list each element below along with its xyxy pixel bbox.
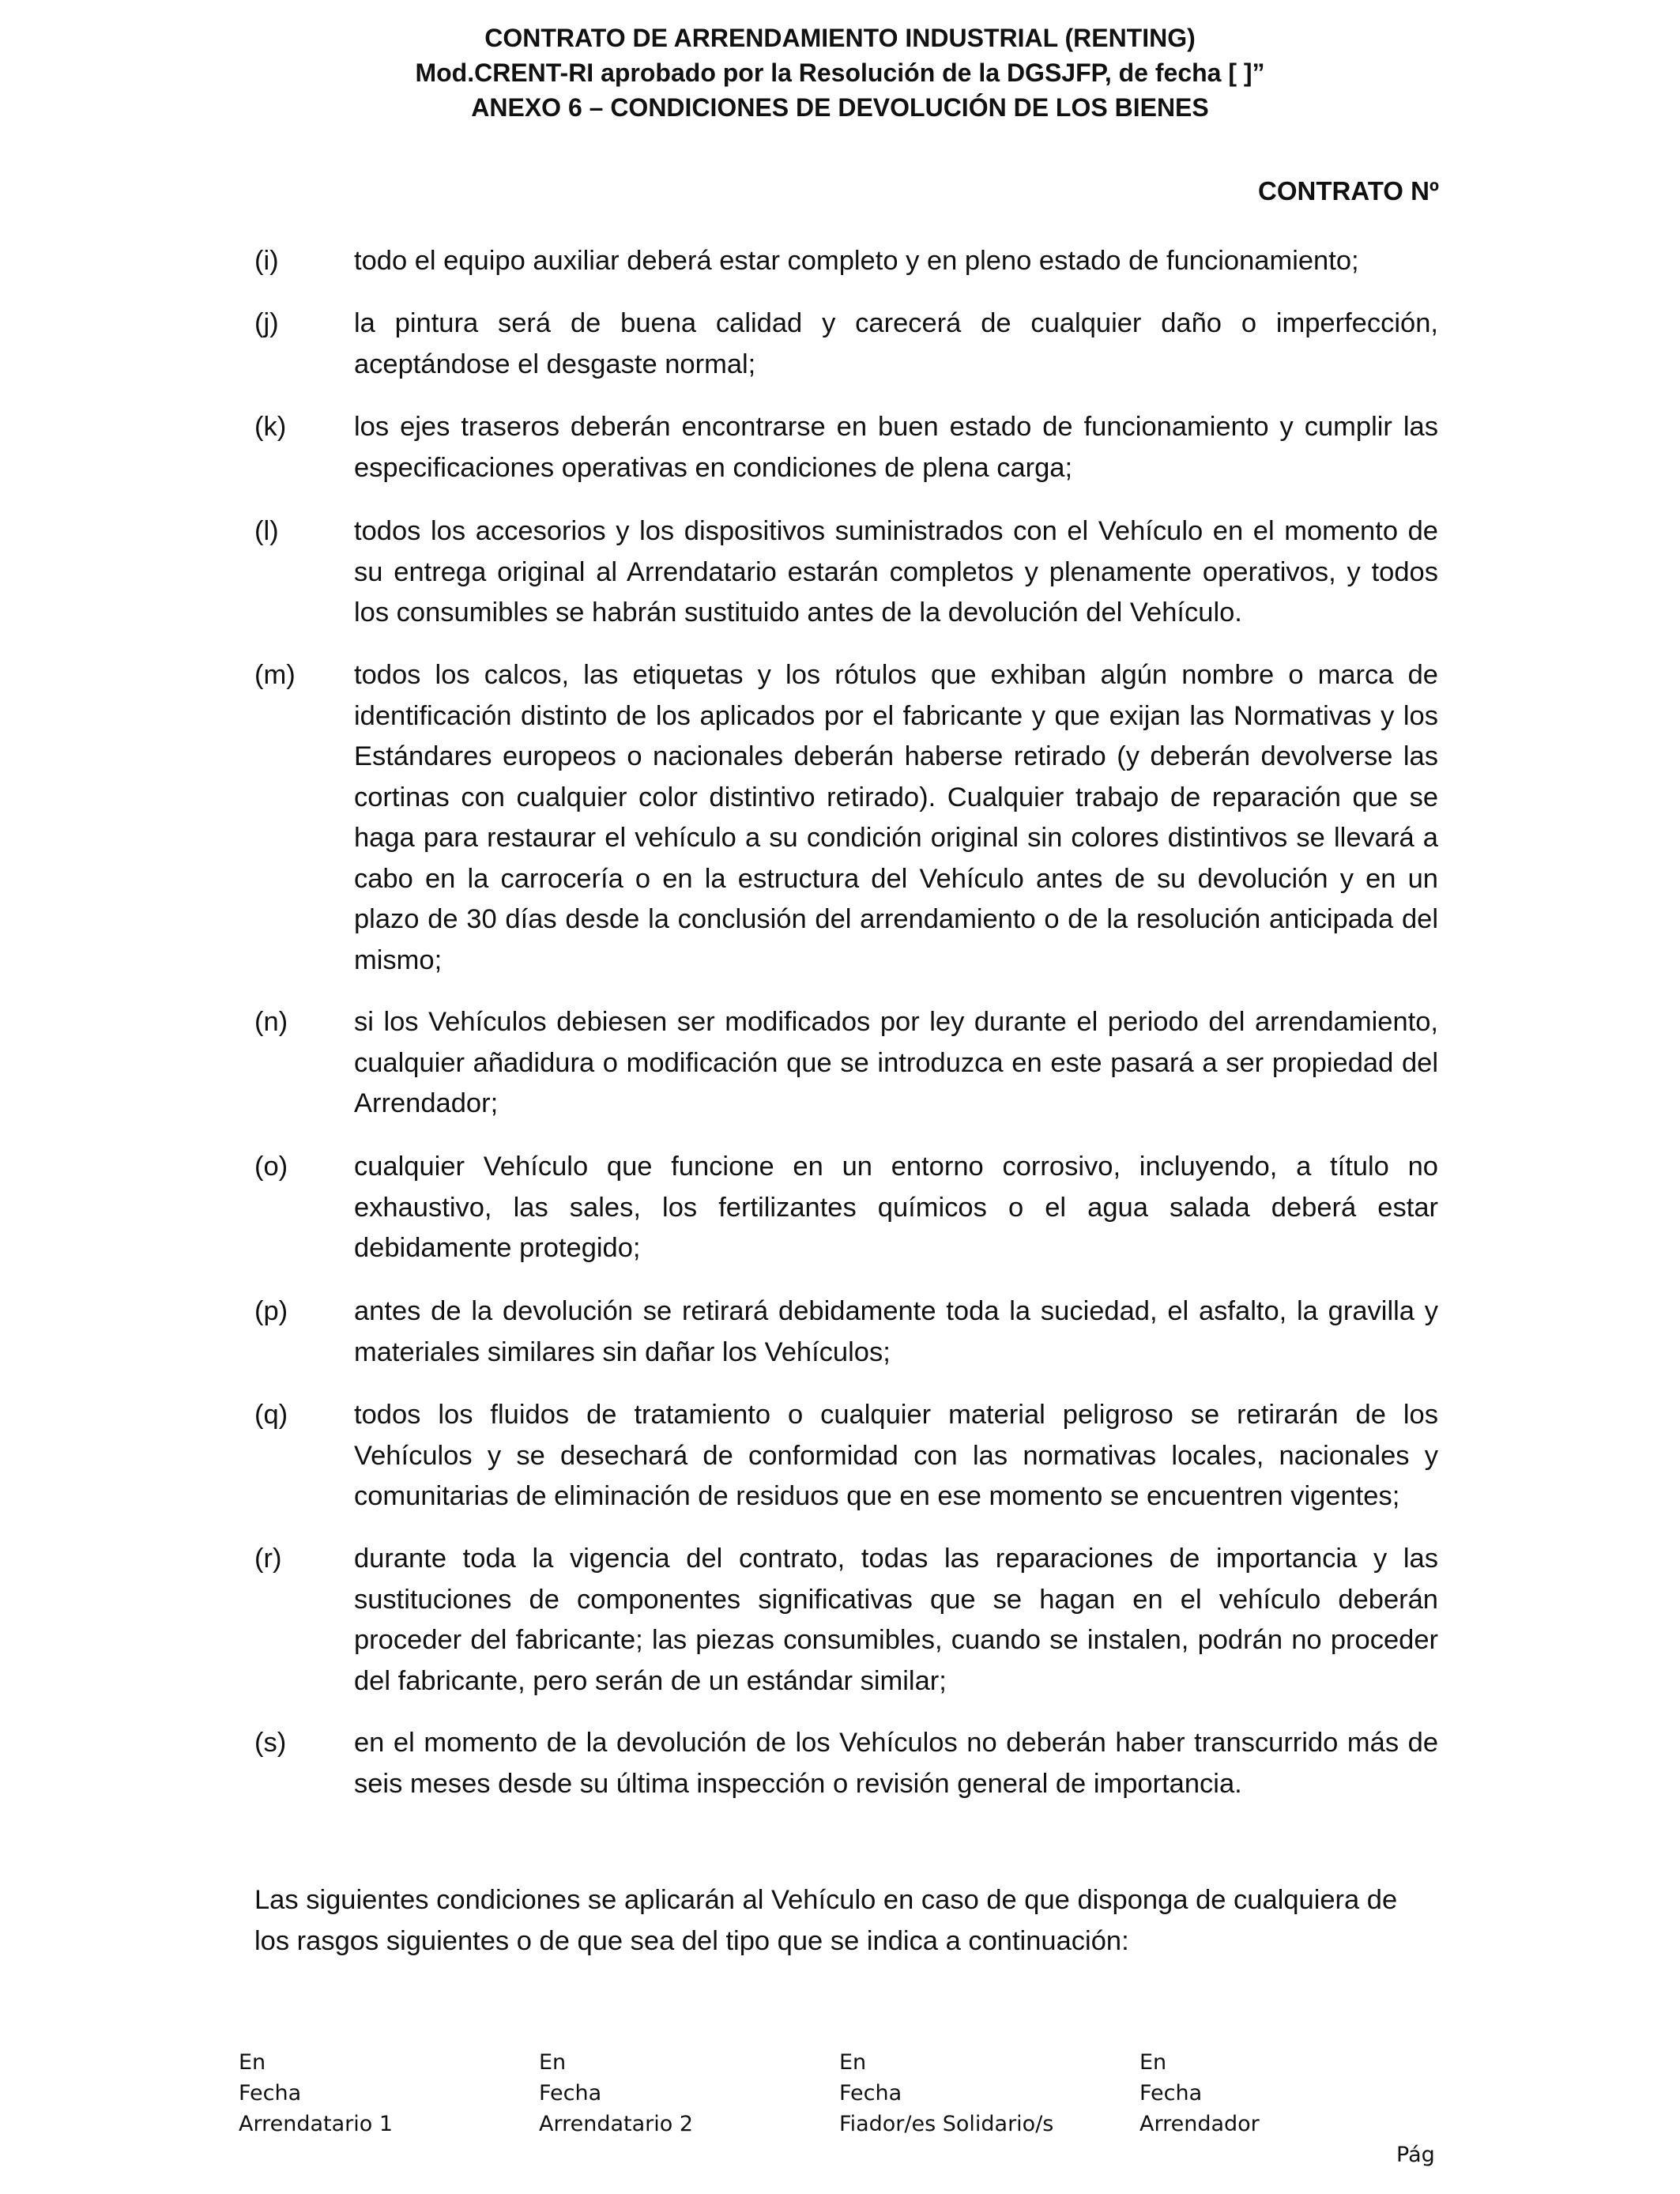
- signature-party-label: Arrendatario 2: [539, 2112, 694, 2136]
- clause-text: todos los calcos, las etiquetas y los rótulos que exhiban algún nombre o marca de identificación distinto de los aplicados por el fabricante y que exijan las Normativas y los Estándares europeos o nacionales deberán haberse retirado (y deberán devolverse las cortinas con cualquier color distintivo retirado). Cualquier trabajo de reparación que se haga para restaurar el vehículo a su condición original sin colores distintivos se llevará a cabo en la carrocería o en la estructura del Vehículo antes de su devolución y en un plazo de 30 días desde la conclusión del arrendamiento o de la resolución anticipada del mismo;: [354, 660, 1438, 975]
- header-annex: ANEXO 6 – CONDICIONES DE DEVOLUCIÓN DE LOS BIENES: [471, 93, 1209, 122]
- header-model: Mod.CRENT-RI aprobado por la Resolución de la DGSJFP, de fecha [ ]”: [415, 58, 1265, 87]
- clause-marker: (o): [254, 1152, 288, 1182]
- signature-date-label: Fecha: [1139, 2081, 1203, 2105]
- clause-text: todos los fluidos de tratamiento o cualquier material peligroso se retirarán de los Vehículos y se desechará de conformidad con las normativas locales, nacionales y comunitarias de eliminación de residuos que en ese momento se encuentren vigentes;: [354, 1400, 1438, 1511]
- clause-text: antes de la devolución se retirará debidamente toda la suciedad, el asfalto, la gravilla y materiales similares sin dañar los Vehículos;: [354, 1296, 1438, 1367]
- signature-block-arrendatario-1: [239, 2047, 476, 2139]
- clause-marker: (j): [254, 308, 279, 338]
- clause-marker: (q): [254, 1400, 288, 1430]
- clause-text: cualquier Vehículo que funcione en un entorno corrosivo, incluyendo, a título no exhaustivo, las sales, los fertilizantes químicos o el agua salada deberá estar debidamente protegido;: [354, 1152, 1438, 1263]
- signature-party-label: Arrendador: [1139, 2112, 1260, 2136]
- signature-place-label: En: [239, 2050, 266, 2075]
- clause-text: todos los accesorios y los dispositivos suministrados con el Vehículo en el momento de su entrega original al Arrendatario estarán completos y plenamente operativos, y todos los consumibles se habrán sustituido antes de la devolución del Vehículo.: [354, 516, 1438, 628]
- clause-marker: (p): [254, 1296, 288, 1326]
- page-number-label: Pág: [1396, 2143, 1435, 2167]
- signature-date-label: Fecha: [539, 2081, 602, 2105]
- clause-marker: (l): [254, 516, 279, 546]
- clause-text: la pintura será de buena calidad y carecerá de cualquier daño o imperfección, aceptándose el desgaste normal;: [354, 308, 1438, 379]
- clause-marker: (i): [254, 246, 279, 276]
- signature-block-arrendatario-2: [539, 2047, 776, 2139]
- clause-text: si los Vehículos debiesen ser modificados por ley durante el periodo del arrendamiento, cualquier añadidura o modificación que se introduzca en este pasará a ser propiedad del Arrendador;: [354, 1007, 1438, 1118]
- clause-marker: (n): [254, 1007, 288, 1037]
- signature-party-label: Arrendatario 1: [239, 2112, 394, 2136]
- signature-place-label: En: [539, 2050, 567, 2075]
- clause-marker: (k): [254, 412, 287, 442]
- signature-party-label: Fiador/es Solidario/s: [839, 2112, 1054, 2136]
- clause-marker: (m): [254, 660, 296, 690]
- signature-date-label: Fecha: [239, 2081, 302, 2105]
- clause-text: los ejes traseros deberán encontrarse en buen estado de funcionamiento y cumplir las especificaciones operativas en condiciones de plena carga;: [354, 412, 1438, 483]
- clause-text: todo el equipo auxiliar deberá estar completo y en pleno estado de funcionamiento;: [354, 246, 1359, 276]
- clause-marker: (r): [254, 1544, 282, 1574]
- signature-date-label: Fecha: [839, 2081, 902, 2105]
- contract-number-label: CONTRATO Nº: [1258, 176, 1439, 205]
- clause-text: durante toda la vigencia del contrato, todas las reparaciones de importancia y las sustituciones de componentes significativas que se hagan en el vehículo deberán proceder del fabricante; las piezas consumibles, cuando se instalen, podrán no proceder del fabricante, pero serán de un estándar similar;: [354, 1544, 1438, 1696]
- clause-text: en el momento de la devolución de los Vehículos no deberán haber transcurrido más de seis meses desde su última inspección o revisión general de importancia.: [354, 1728, 1438, 1799]
- signature-block-fiador: [839, 2047, 1108, 2139]
- header-title: CONTRATO DE ARRENDAMIENTO INDUSTRIAL (RENTING): [484, 24, 1196, 52]
- signature-place-label: En: [839, 2050, 867, 2075]
- signature-place-label: En: [1139, 2050, 1167, 2075]
- conditions-intro-paragraph: Las siguientes condiciones se aplicarán al Vehículo en caso de que disponga de cualquiera de los rasgos siguientes o de que sea del tipo que se indica a continuación:: [254, 1885, 1398, 1956]
- signature-block-arrendador: [1139, 2047, 1377, 2139]
- clause-marker: (s): [254, 1728, 287, 1758]
